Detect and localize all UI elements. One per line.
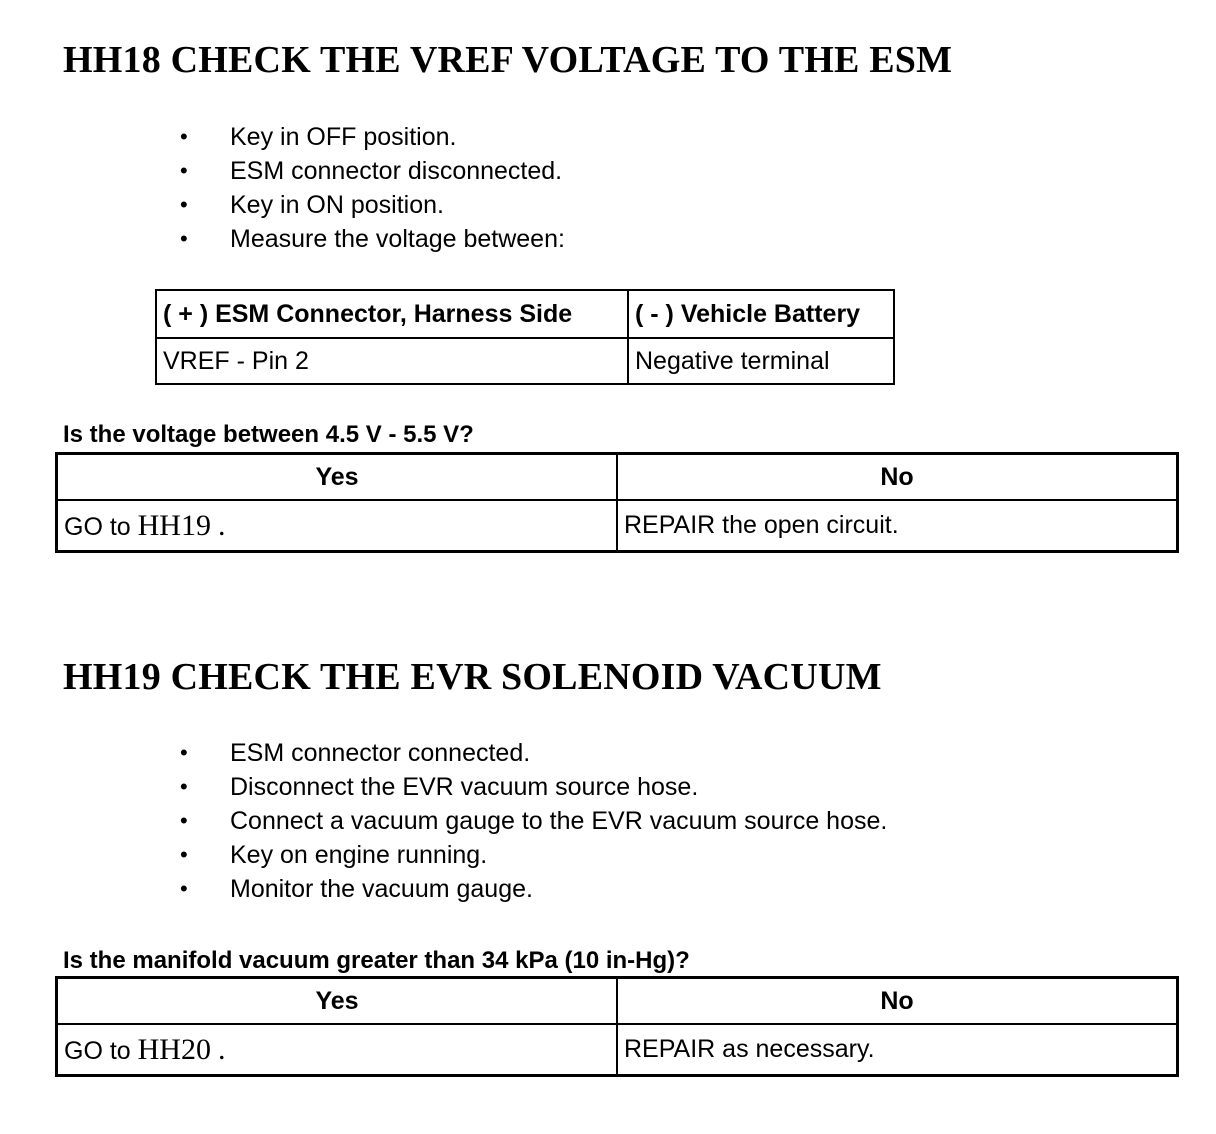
section-title: HH18 CHECK THE VREF VOLTAGE TO THE ESM xyxy=(63,39,953,81)
step-text: Connect a vacuum gauge to the EVR vacuum source hose. xyxy=(230,807,888,835)
step-text: Monitor the vacuum gauge. xyxy=(230,875,533,903)
step-text: Key in OFF position. xyxy=(230,123,457,151)
yes-prefix: GO to xyxy=(64,512,131,541)
yes-suffix: . xyxy=(217,1032,226,1066)
yes-cell xyxy=(57,500,618,552)
no-header: No xyxy=(617,978,1178,1025)
measurement-table xyxy=(155,289,895,385)
yes-header: Yes xyxy=(57,978,618,1025)
bullet-icon: • xyxy=(180,158,188,183)
table-row xyxy=(57,500,1178,552)
section-title: HH19 CHECK THE EVR SOLENOID VACUUM xyxy=(63,656,882,698)
table-header-row xyxy=(156,290,894,338)
result-table xyxy=(55,976,1179,1077)
step-reference-link[interactable]: HH19 xyxy=(137,508,211,542)
yes-cell xyxy=(57,1024,618,1076)
step-text: Key on engine running. xyxy=(230,841,488,869)
table-row xyxy=(156,338,894,384)
question-text: Is the manifold vacuum greater than 34 kPa (10 in-Hg)? xyxy=(63,947,690,974)
step-text: ESM connector connected. xyxy=(230,739,531,767)
header-cell-positive: ( + ) ESM Connector, Harness Side xyxy=(156,290,628,338)
yes-suffix: . xyxy=(217,508,226,542)
header-cell-negative: ( - ) Vehicle Battery xyxy=(628,290,894,338)
no-cell: REPAIR the open circuit. xyxy=(617,500,1178,552)
bullet-icon: • xyxy=(180,774,188,799)
table-cell: VREF - Pin 2 xyxy=(156,338,628,384)
bullet-icon: • xyxy=(180,876,188,901)
bullet-icon: • xyxy=(180,192,188,217)
table-row xyxy=(57,1024,1178,1076)
no-header: No xyxy=(617,454,1178,501)
step-text: Key in ON position. xyxy=(230,191,444,219)
yes-header: Yes xyxy=(57,454,618,501)
step-reference-link[interactable]: HH20 xyxy=(137,1032,211,1066)
question-text: Is the voltage between 4.5 V - 5.5 V? xyxy=(63,421,474,448)
step-text: Disconnect the EVR vacuum source hose. xyxy=(230,773,699,801)
no-cell: REPAIR as necessary. xyxy=(617,1024,1178,1076)
result-table xyxy=(55,452,1179,553)
bullet-icon: • xyxy=(180,740,188,765)
table-header-row xyxy=(57,978,1178,1025)
table-cell: Negative terminal xyxy=(628,338,894,384)
bullet-icon: • xyxy=(180,842,188,867)
bullet-icon: • xyxy=(180,124,188,149)
table-header-row xyxy=(57,454,1178,501)
step-text: Measure the voltage between: xyxy=(230,225,565,253)
step-text: ESM connector disconnected. xyxy=(230,157,563,185)
bullet-icon: • xyxy=(180,808,188,833)
bullet-icon: • xyxy=(180,226,188,251)
yes-prefix: GO to xyxy=(64,1036,131,1065)
